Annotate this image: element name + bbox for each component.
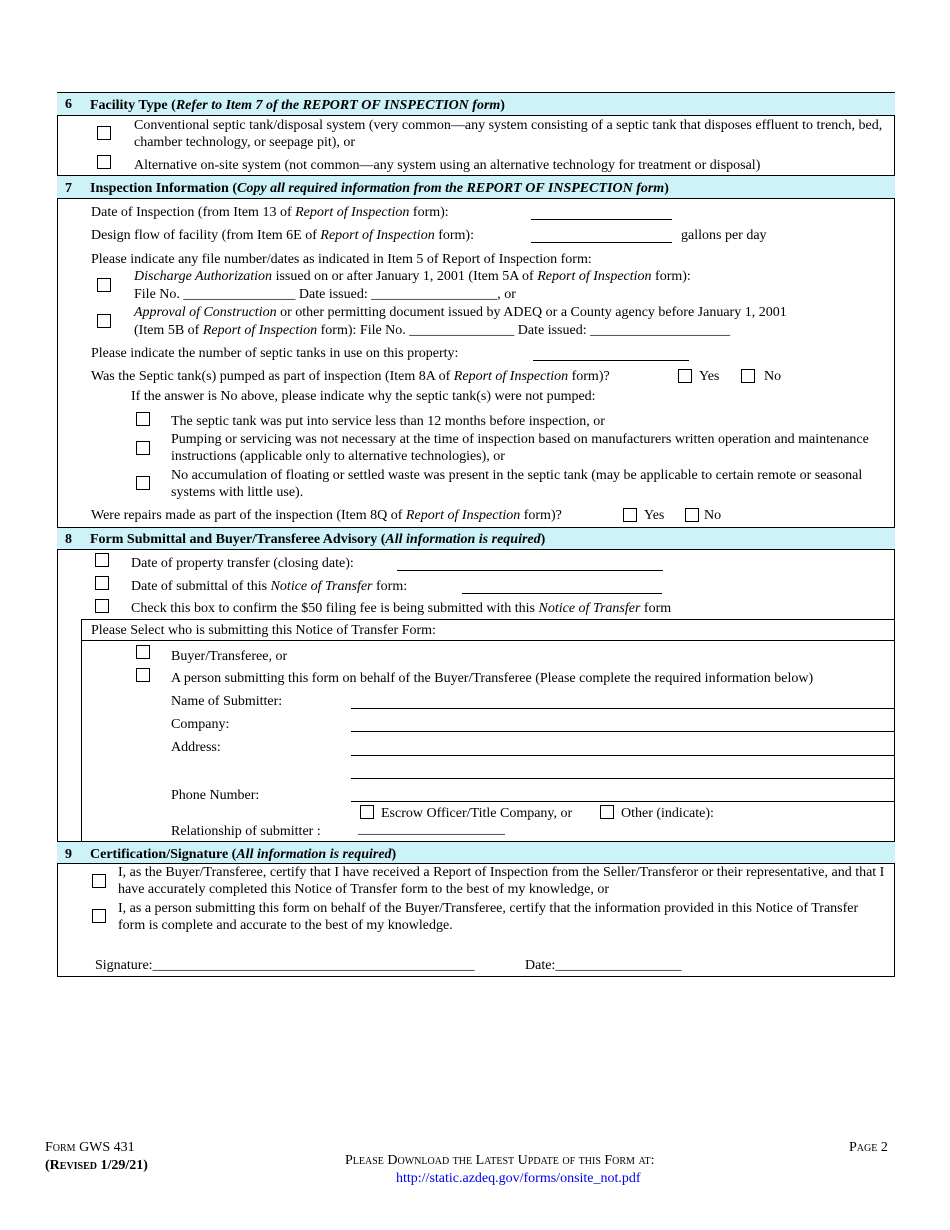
approval-of-construction-label: Approval of Construction or other permitting document issued by ADEQ or a County agency before January 1, 2001 [134,305,787,320]
submittal-date-checkbox[interactable] [95,576,109,590]
address-field-line-1[interactable] [351,755,894,756]
company-field[interactable] [351,731,894,732]
tank-pumped-question: Was the Septic tank(s) pumped as part of inspection (Item 8A of Report of Inspection form)? [91,369,610,384]
alternative-system-checkbox[interactable] [97,155,111,169]
phone-label: Phone Number: [171,788,260,803]
signature-date-field[interactable]: Date:__________________ [525,958,682,973]
section-title: Certification/Signature (All information is required) [90,847,397,862]
inspection-date-label: Date of Inspection (from Item 13 of Report of Inspection form): [91,205,449,220]
section-number: 7 [65,181,72,196]
submittal-date-label: Date of submittal of this Notice of Transfer form: [131,579,408,594]
septic-tank-count-field[interactable] [533,360,689,361]
repairs-yes-label: Yes [644,508,665,523]
section-number: 6 [65,97,72,112]
section-9-header [57,841,895,864]
other-checkbox[interactable] [600,805,614,819]
section-8-header [57,527,895,550]
submitter-box-divider [81,640,894,641]
section-number: 9 [65,847,72,862]
repairs-question: Were repairs made as part of the inspection (Item 8Q of Report of Inspection form)? [91,508,562,523]
certify-buyer-label: I, as the Buyer/Transferee, certify that I have received a Report of Inspection from the Seller/Transferor or their representative, and that I have accurately completed this Notice of Transfer form to the best of my knowledge, or [118,865,885,897]
pumped-yes-label: Yes [699,369,720,384]
reason-not-necessary-checkbox[interactable] [136,441,150,455]
pumped-yes-checkbox[interactable] [678,369,692,383]
reason-not-necessary-label: Pumping or servicing was not necessary at the time of inspection based on manufacturers written operation and maintenance instructions (applicable only to alternative technologies), or [171,432,869,464]
section-number: 8 [65,532,72,547]
section-7-header [57,175,895,199]
reason-no-accumulation-label: No accumulation of floating or settled waste was present in the septic tank (may be applicable to certain remote or seasonal systems with little use). [171,468,863,500]
not-pumped-reason-prompt: If the answer is No above, please indicate why the septic tank(s) were not pumped: [131,389,596,404]
file-number-prompt: Please indicate any file number/dates as indicated in Item 5 of Report of Inspection form: [91,252,592,267]
septic-tank-count-label: Please indicate the number of septic tanks in use on this property: [91,346,459,361]
design-flow-unit: gallons per day [681,228,767,243]
relationship-label: Relationship of submitter : [171,824,321,839]
filing-fee-label: Check this box to confirm the $50 filing fee is being submitted with this Notice of Transfer form [131,601,672,616]
repairs-no-label: No [704,508,722,523]
phone-field[interactable] [351,801,894,802]
on-behalf-label: A person submitting this form on behalf of the Buyer/Transferee (Please complete the required information below) [171,671,814,686]
discharge-authorization-checkbox[interactable] [97,278,111,292]
section-title: Inspection Information (Copy all required information from the REPORT OF INSPECTION form) [90,181,669,196]
address-label: Address: [171,740,221,755]
inspection-date-field[interactable] [531,219,672,220]
form-number: Form GWS 431 [45,1140,135,1155]
submitter-box-top [81,619,894,620]
section-6-header [57,92,895,116]
repairs-yes-checkbox[interactable] [623,508,637,522]
certify-buyer-checkbox[interactable] [92,874,106,888]
alternative-system-label: Alternative on-site system (not common—any system using an alternative technology for treatment or disposal) [134,158,761,173]
on-behalf-checkbox[interactable] [136,668,150,682]
discharge-authorization-label: Discharge Authorization issued on or after January 1, 2001 (Item 5A of Report of Inspection form): [134,269,691,284]
repairs-no-checkbox[interactable] [685,508,699,522]
pumped-no-checkbox[interactable] [741,369,755,383]
section-title: Form Submittal and Buyer/Transferee Advisory (All information is required) [90,532,546,547]
submittal-date-field[interactable] [462,593,662,594]
revision-date: (Revised 1/29/21) [45,1158,148,1173]
reason-new-tank-checkbox[interactable] [136,412,150,426]
transfer-date-checkbox[interactable] [95,553,109,567]
submitter-box-left [81,619,82,841]
certify-behalf-checkbox[interactable] [92,909,106,923]
transfer-date-label: Date of property transfer (closing date): [131,556,354,571]
submitter-select-prompt: Please Select who is submitting this Notice of Transfer Form: [91,623,436,638]
submitter-name-label: Name of Submitter: [171,694,283,709]
design-flow-label: Design flow of facility (from Item 6E of Report of Inspection form): [91,228,474,243]
buyer-label: Buyer/Transferee, or [171,649,288,664]
conventional-system-checkbox[interactable] [97,126,111,140]
reason-new-tank-label: The septic tank was put into service less than 12 months before inspection, or [171,414,605,429]
discharge-authorization-file-field[interactable]: File No. ________________ Date issued: __________________, or [134,287,516,302]
company-label: Company: [171,717,230,732]
conventional-system-label: Conventional septic tank/disposal system (very common—any system consisting of a septic tank that disposes effluent to trench, bed, chamber technology, or seepage pit), or [134,118,883,150]
certify-behalf-label: I, as a person submitting this form on behalf of the Buyer/Transferee, certify that the information provided in this Notice of Transfer form is complete and accurate to the best of my knowledge. [118,901,859,933]
approval-of-construction-checkbox[interactable] [97,314,111,328]
reason-no-accumulation-checkbox[interactable] [136,476,150,490]
buyer-checkbox[interactable] [136,645,150,659]
signature-field[interactable]: Signature:______________________________________________ [95,958,475,973]
escrow-checkbox[interactable] [360,805,374,819]
approval-of-construction-file-field[interactable]: (Item 5B of Report of Inspection form): File No. _______________ Date issued: ____________________ [134,323,731,338]
section-title: Facility Type (Refer to Item 7 of the REPORT OF INSPECTION form) [90,98,505,113]
pumped-no-label: No [764,369,782,384]
form-border-bottom [57,976,895,977]
address-field-line-2[interactable] [351,778,894,779]
download-notice: Please Download the Latest Update of this Form at: [345,1153,655,1168]
page-number: Page 2 [849,1140,888,1155]
other-label: Other (indicate): [621,806,714,821]
design-flow-field[interactable] [531,242,672,243]
filing-fee-checkbox[interactable] [95,599,109,613]
transfer-date-field[interactable] [397,570,663,571]
form-download-link[interactable]: http://static.azdeq.gov/forms/onsite_not.pdf [396,1171,641,1186]
submitter-name-field[interactable] [351,708,894,709]
escrow-label: Escrow Officer/Title Company, or [381,806,573,821]
relationship-field[interactable]: _____________________ [358,822,505,837]
